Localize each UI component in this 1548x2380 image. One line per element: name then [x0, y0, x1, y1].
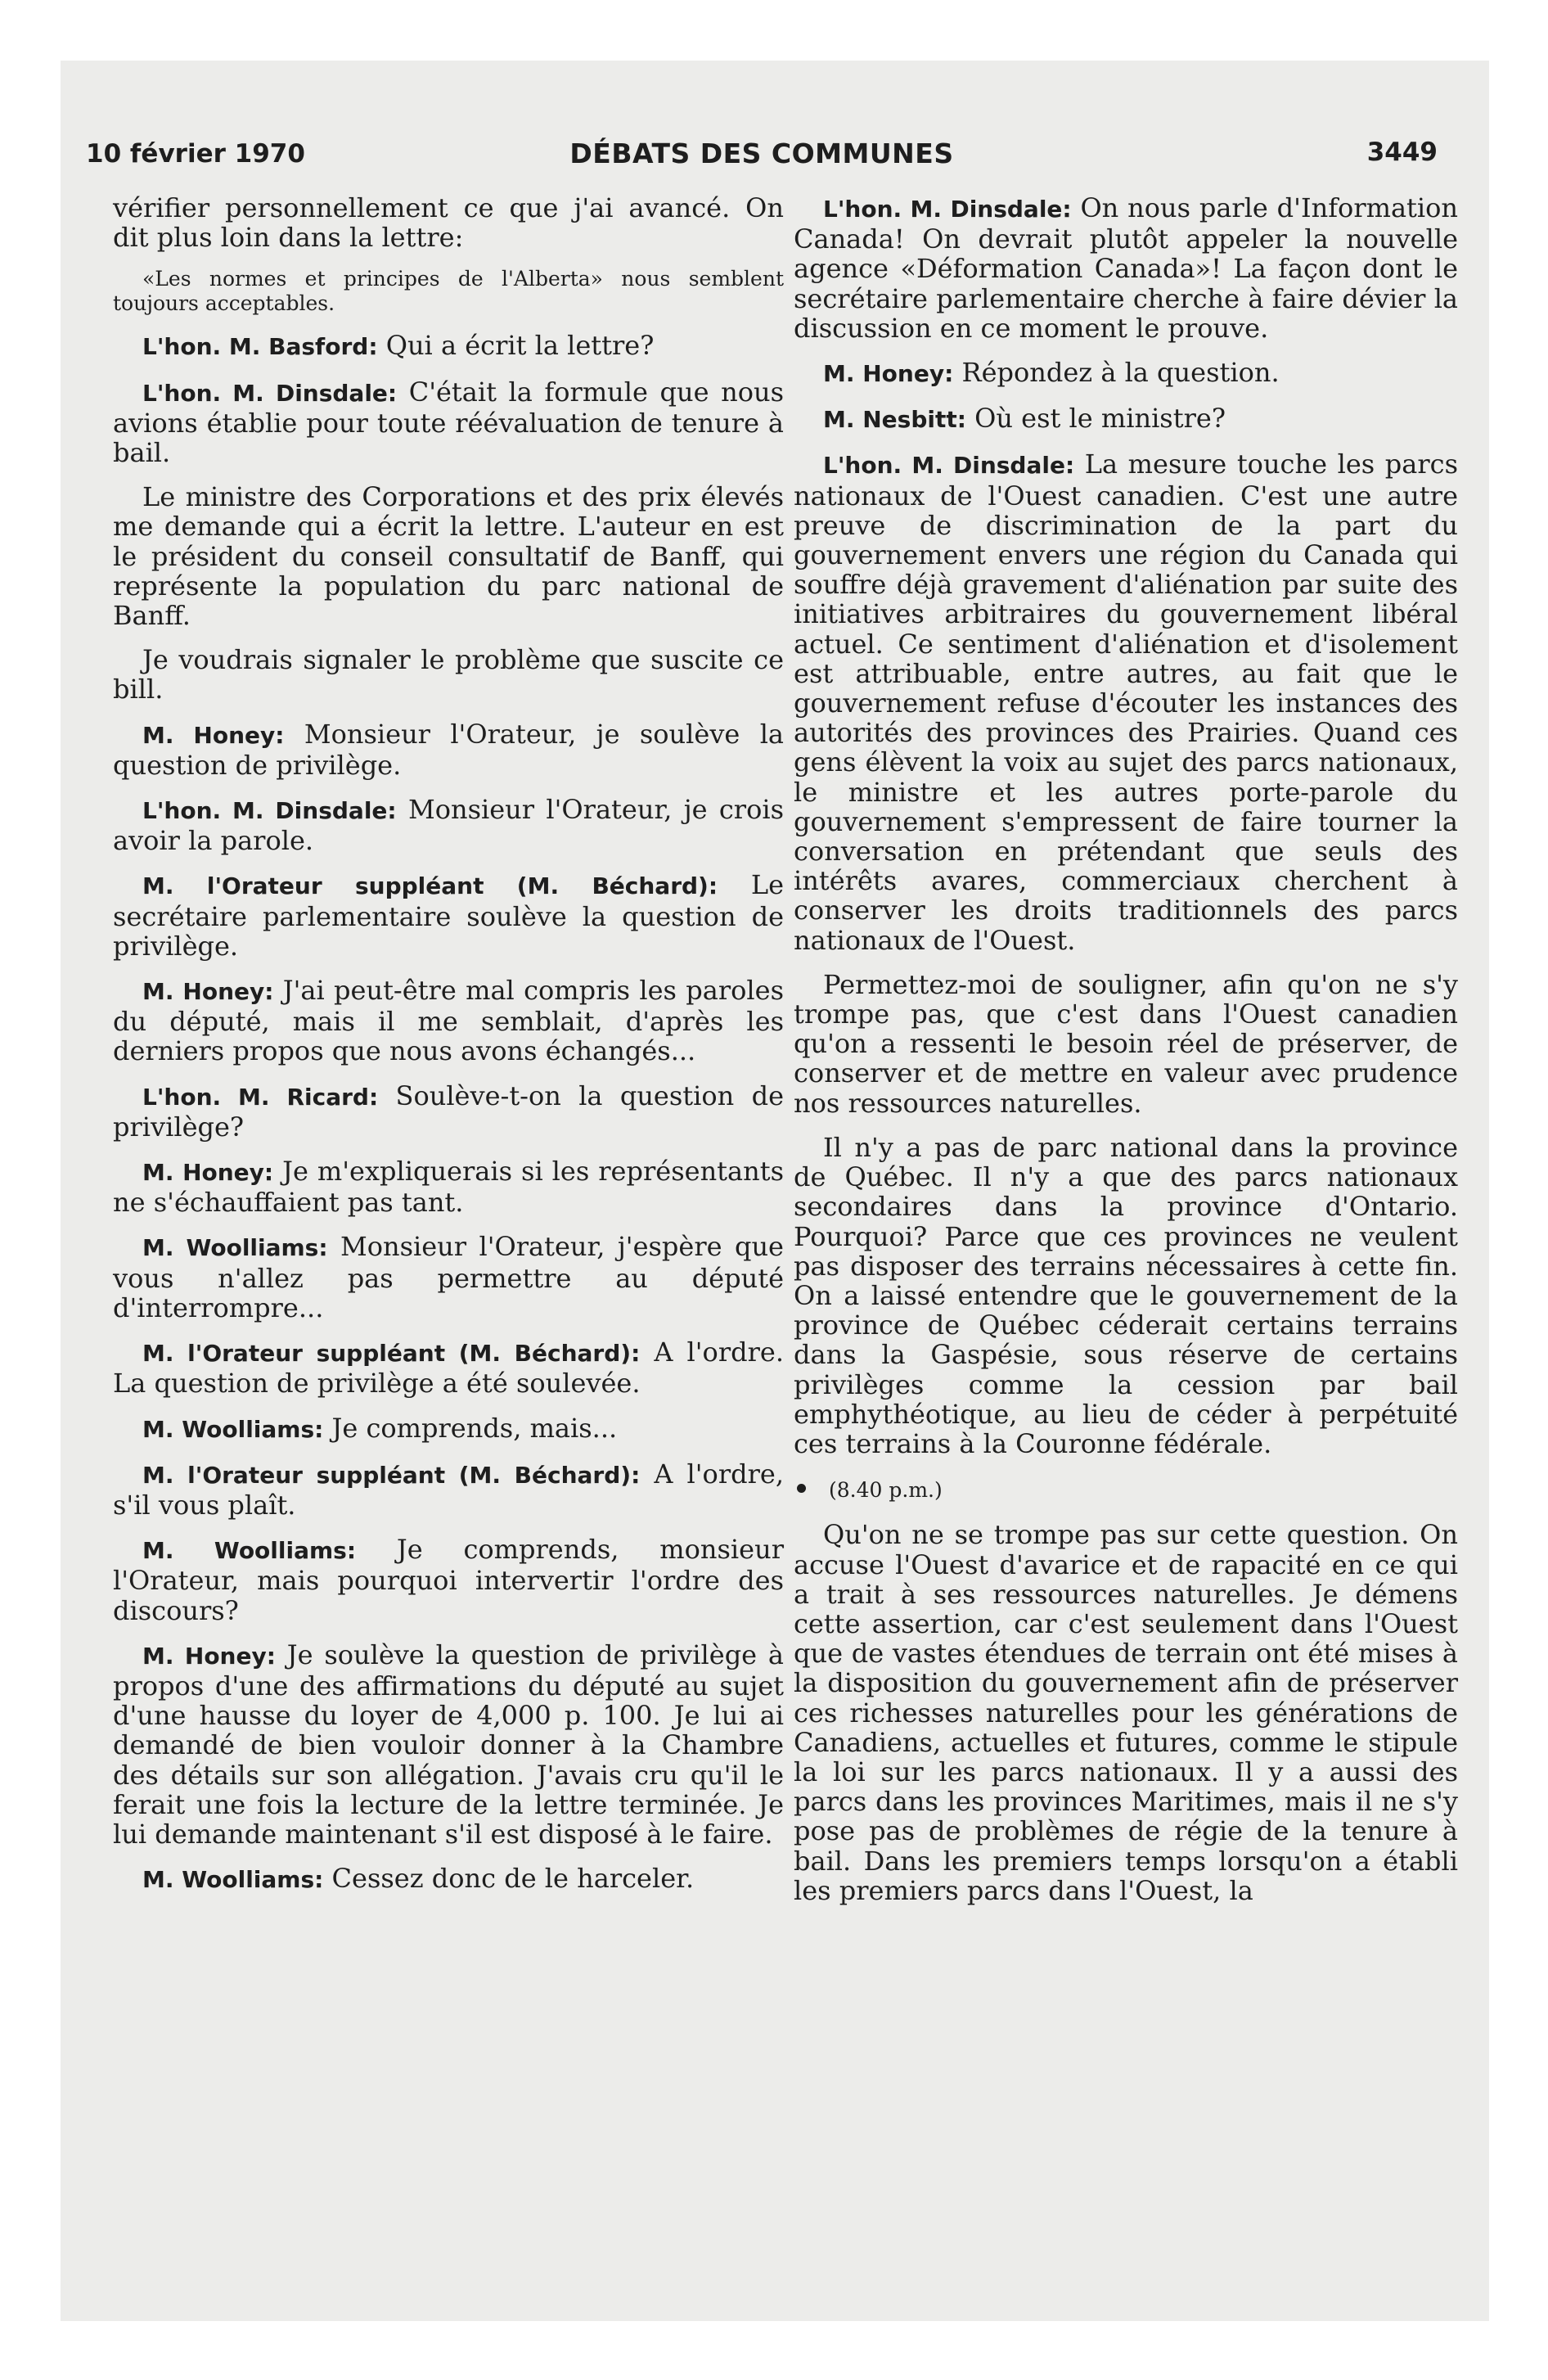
speech: M. Honey: Répondez à la question. [823, 357, 1280, 389]
speaker-name: M. Woolliams: [142, 1537, 357, 1565]
speaker-name: M. Honey: [142, 721, 285, 749]
speaker-name: M. Woolliams: [142, 1415, 324, 1443]
speech: M. Woolliams: Monsieur l'Orateur, j'espère que vous n'allez pas permettre au député d'interrompre... [113, 1231, 784, 1323]
speaker-name: M. Honey: [823, 360, 954, 388]
speech: L'hon. M. Dinsdale: La mesure touche les parcs nationaux de l'Ouest canadien. C'est une autre preuve de discrimination de la part du gouvernement envers une région du Canada qui souffre déjà gravement d'aliénation par suite des initiatives arbitraires du gouvernement libéral actuel. Ce sentiment d'aliénation et d'isolement est attribuable, entre autres, au fait que le gouvernement refuse d'écouter les instances des autorités des provinces des Prairies. Quand ces gens élèvent la voix au sujet des parcs nationaux, le ministre et les autres porte-parole du gouvernement s'empressent de faire tourner la conversation en prétendant que seuls des intérêts avares, commerciaux cherchent à conserver les droits traditionnels des parcs nationaux de l'Ouest. [794, 449, 1458, 956]
speaker-name: M. l'Orateur suppléant (M. Béchard): [142, 1340, 641, 1368]
speech: L'hon. M. Dinsdale: On nous parle d'Information Canada! On devrait plutôt appeler la nouvelle agence «Déformation Canada»! La façon dont le secrétaire parlementaire cherche à faire dévier la discussion en ce moment le prouve. [794, 192, 1459, 344]
paragraph: Il n'y a pas de parc national dans la province de Québec. Il n'y a que des parcs nationaux secondaires dans la province d'Ontario. Pourquoi? Parce que ces provinces ne veulent pas disposer des terrains nécessaires à cette fin. On a laissé entendre que le gouvernement de la province de Québec céderait certains terrains dans la Gaspésie, sous réserve de certains privilèges comme la cession par bail emphythéotique, au lieu de céder à perpétuité ces terrains à la Couronne fédérale. [794, 1131, 1458, 1459]
speech: M. Honey: Je m'expliquerais si les représentants ne s'échauffaient pas tant. [113, 1156, 785, 1219]
speaker-name: L'hon. M. Basford: [142, 333, 378, 361]
speech: M. l'Orateur suppléant (M. Béchard): A l'ordre, s'il vous plaît. [113, 1458, 785, 1521]
speaker-name: M. Honey: [142, 1642, 276, 1670]
speech: M. l'Orateur suppléant (M. Béchard): Le secrétaire parlementaire soulève la question de privilège. [113, 869, 784, 962]
left-column [113, 193, 784, 1909]
speech: M. Woolliams: Cessez donc de le harceler. [142, 1863, 695, 1895]
speech: L'hon. M. Ricard: Soulève-t-on la question de privilège? [113, 1080, 785, 1143]
speaker-name: M. Honey: [142, 1159, 274, 1187]
speech: M. Honey: Je soulève la question de privilège à propos d'une des affirmations du député au sujet d'une hausse du loyer de 4,000 p. 100. Je lui ai demandé de bien vouloir donner à la Chambre des détails sur son allégation. J'avais cru qu'il le ferait une fois la lecture de la lettre terminée. Je lui demande maintenant s'il est disposé à le faire. [113, 1639, 785, 1850]
speech: M. Nesbitt: Où est le ministre? [823, 403, 1226, 435]
speaker-name: M. l'Orateur suppléant (M. Béchard): [142, 872, 718, 900]
speaker-name: M. l'Orateur suppléant (M. Béchard): [142, 1461, 641, 1489]
speaker-name: L'hon. M. Dinsdale: [142, 379, 398, 407]
header-date: 10 février 1970 [86, 139, 305, 169]
page-header [86, 131, 1438, 180]
speaker-name: M. Honey: [142, 978, 274, 1006]
speech: L'hon. M. Dinsdale: Monsieur l'Orateur, je crois avoir la parole. [113, 794, 785, 857]
paragraph: vérifier personnellement ce que j'ai avancé. On dit plus loin dans la lettre: [113, 192, 784, 254]
speech: L'hon. M. Dinsdale: C'était la formule que nous avions établie pour toute réévaluation de tenure à bail. [113, 376, 785, 469]
right-column [794, 193, 1458, 1920]
paragraph: Qu'on ne se trompe pas sur cette question. On accuse l'Ouest d'avarice et de rapacité en ce qui a trait à ses ressources naturelles. Je démens cette assertion, car c'est seulement dans l'Ouest que de vastes étendues de terrain ont été mises à la disposition du gouvernement afin de préserver ces richesses naturelles pour les générations de Canadiens, actuelles et futures, comme le stipule la loi sur les parcs nationaux. Il y a aussi des parcs dans les provinces Maritimes, mais il ne s'y pose pas de problèmes de régie de la tenure à bail. Dans les premiers temps lorsqu'on a établi les premiers parcs dans l'Ouest, la [794, 1519, 1458, 1906]
speech: M. l'Orateur suppléant (M. Béchard): A l'ordre. La question de privilège a été soulevée. [113, 1336, 785, 1400]
quoted-text: «Les normes et principes de l'Alberta» nous semblent toujours acceptables. [113, 267, 784, 316]
time-marker: (8.40 p.m.) [794, 1473, 1458, 1505]
bullet-icon [797, 1484, 806, 1493]
header-title: DÉBATS DES COMMUNES [569, 137, 954, 169]
speech: M. Honey: Monsieur l'Orateur, je soulève la question de privilège. [113, 718, 785, 781]
paragraph: Permettez-moi de souligner, afin qu'on ne s'y trompe pas, que c'est dans l'Ouest canadien qu'on a ressenti le besoin réel de préserver, de conserver et de mettre en valeur avec prudence nos ressources naturelles. [794, 968, 1458, 1119]
speech: M. Honey: J'ai peut-être mal compris les paroles du député, mais il me semblait, d'après les derniers propos que nous avons échangés... [113, 975, 785, 1067]
speaker-name: M. Nesbitt: [823, 406, 966, 434]
speaker-name: L'hon. M. Dinsdale: [823, 452, 1075, 480]
speech: M. Woolliams: Je comprends, mais... [142, 1412, 618, 1444]
speaker-name: L'hon. M. Ricard: [142, 1083, 379, 1111]
speaker-name: L'hon. M. Dinsdale: [823, 196, 1072, 223]
speech: L'hon. M. Basford: Qui a écrit la lettre? [142, 330, 655, 362]
speech: M. Woolliams: Je comprends, monsieur l'Orateur, mais pourquoi intervertir l'ordre des discours? [113, 1534, 784, 1626]
speaker-name: M. Woolliams: [142, 1234, 328, 1262]
paragraph: Le ministre des Corporations et des prix élevés me demande qui a écrit la lettre. L'auteur en est le président du conseil consultatif de Banff, qui représente la population du parc national de Banff. [113, 481, 784, 632]
page-number: 3449 [1366, 137, 1438, 167]
speaker-name: M. Woolliams: [142, 1866, 324, 1894]
paragraph: Je voudrais signaler le problème que suscite ce bill. [113, 644, 784, 705]
speaker-name: L'hon. M. Dinsdale: [142, 797, 397, 825]
